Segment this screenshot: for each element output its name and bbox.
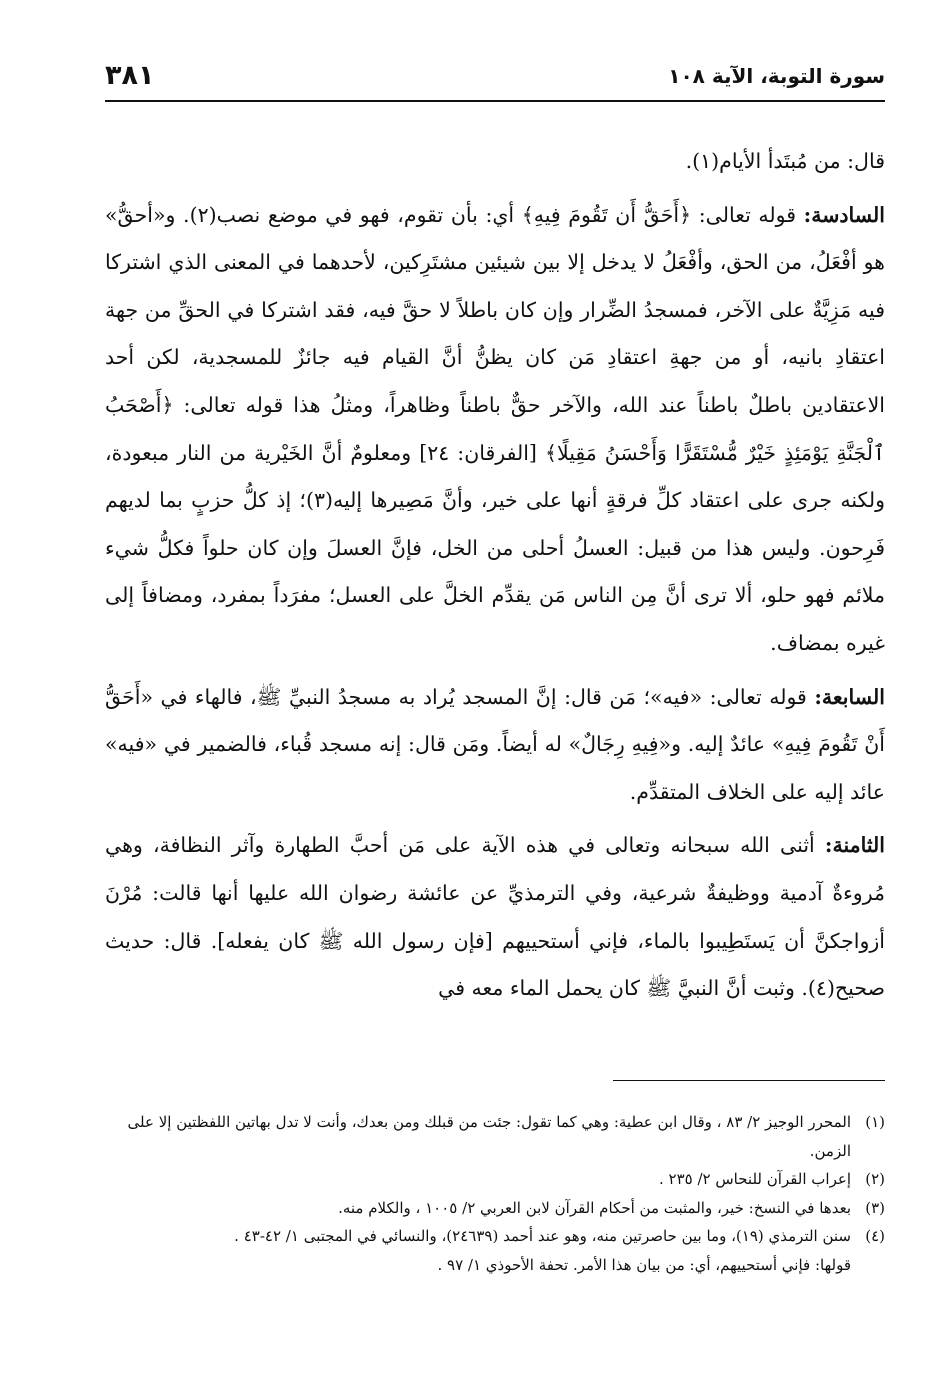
paragraph [105, 138, 885, 186]
paragraph-lead: السادسة: [803, 202, 885, 227]
paragraph-lead: الثامنة: [824, 833, 885, 858]
footnote-continuation: قولها: فإني أستحييهم، أي: من بيان هذا الأمر. تحفة الأحوذي ١/ ٩٧ . [437, 1255, 851, 1274]
paragraph-text: قوله تعالى: «فيه»؛ مَن قال: إنَّ المسجد يُراد به مسجدُ النبيِّ ﷺ، فالهاء في «أَحَقُّ أَنْ تَقُومَ فِيهِ» عائدٌ إليه. و«فِيهِ رِجَالٌ» له أيضاً. ومَن قال: إنه مسجد قُباء، فالضمير في «فيه» عائد إليه على الخلاف المتقدِّم. [105, 684, 885, 804]
paragraph [105, 674, 885, 817]
paragraph-text: أثنى الله سبحانه وتعالى في هذه الآية على مَن أحبَّ الطهارة وآثر النظافة، وهي مُروءةٌ آدمية ووظيفةٌ شرعية، وفي الترمذيِّ عن عائشة رضوان الله عليها أنها قالت: مُرْنَ أزواجكنَّ أن يَستَطِيبوا بالماء، فإني أستحييهم [فإن رسول الله ﷺ كان يفعله]. قال: حديث صحيح(٤). وثبت أنَّ النبيَّ ﷺ كان يحمل الماء معه في [105, 833, 885, 1001]
paragraph-lead: السابعة: [814, 684, 885, 709]
footnote-number: (٢) [865, 1170, 885, 1188]
paragraph [105, 822, 885, 1012]
footnote-separator [613, 1080, 885, 1081]
header-rule [105, 100, 885, 102]
footnote-text: المحرر الوجيز ٢/ ٨٣ ، وقال ابن عطية: وهي كما تقول: جئت من قبلك ومن بعدك، وأنت لا تدل بهاتين اللفظتين إلا على الزمن. [127, 1113, 851, 1160]
page-number: ٣٨١ [105, 60, 155, 91]
footnote-number: (٣) [865, 1198, 885, 1217]
footnote-number: (٤) [865, 1227, 885, 1245]
paragraph-text: قال: من مُبتَدأ الأيام(١). [685, 149, 885, 173]
footnote-text: إعراب القرآن للنحاس ٢/ ٢٣٥ . [658, 1170, 851, 1188]
running-header-title: سورة التوبة، الآية ١٠٨ [668, 64, 885, 88]
footnotes [105, 1108, 885, 1279]
footnote-text: بعدها في النسخ: خير، والمثبت من أحكام القرآن لابن العربي ٢/ ١٠٠٥ ، والكلام منه. [338, 1198, 851, 1217]
main-text [105, 138, 885, 1013]
footnote-text: سنن الترمذي (١٩)، وما بين حاصرتين منه، وهو عند أحمد (٢٤٦٣٩)، والنسائي في المجتبى ١/ ٤٢-٤٣ . [234, 1227, 851, 1245]
running-header [105, 60, 885, 100]
footnote [105, 1108, 885, 1165]
paragraph-text: قوله تعالى: ﴿أَحَقُّ أَن تَقُومَ فِيهِ﴾ أي: بأن تقوم، فهو في موضع نصب(٢). و«أحقُّ» هو أفْعَلُ، من الحق، وأفْعَلُ لا يدخل إلا بين شيئين مشتَرِكين، لأحدهما في المعنى الذي اشتركا فيه مَزِيَّةٌ على الآخر، فمسجدُ الضِّرار وإن كان باطلاً لا حقَّ فيه، فقد اشتركا في الحقِّ من جهة اعتقادِ بانيه، أو من جهةِ اعتقادِ مَن كان يظنُّ أنَّ القيام فيه جائزٌ للمسجدية، لكن أحد الاعتقادين باطلٌ باطناً عند الله، والآخر حقٌّ باطناً وظاهراً، ومثلُ هذا قوله تعالى: ﴿أَصْحَبُ ٱلْجَنَّةِ يَوْمَئِذٍ خَيْرٌ مُّسْتَقَرًّا وَأَحْسَنُ مَقِيلًا﴾ [الفرقان: ٢٤] ومعلومٌ أنَّ الخَيْرية من النار مبعودة، ولكنه جرى على اعتقاد كلِّ فرقةٍ أنها على خير، وأنَّ مَصِيرها إليه(٣)؛ إذ كلُّ حزبٍ بما لديهم فَرِحون. وليس هذا من قبيل: العسلُ أحلى من الخل، فإنَّ العسلَ وإن كان حلواً فكلُّ شيء ملائم فهو حلو، ألا ترى أنَّ مِن الناس مَن يقدِّم الخلَّ على العسل؛ مفرَداً بمفرد، ومضافاً إلى غيره بمضاف. [105, 202, 886, 655]
footnote [105, 1194, 885, 1223]
paragraph [105, 192, 885, 668]
footnote-number: (١) [865, 1113, 885, 1131]
footnote [105, 1222, 885, 1251]
footnote [105, 1165, 885, 1194]
